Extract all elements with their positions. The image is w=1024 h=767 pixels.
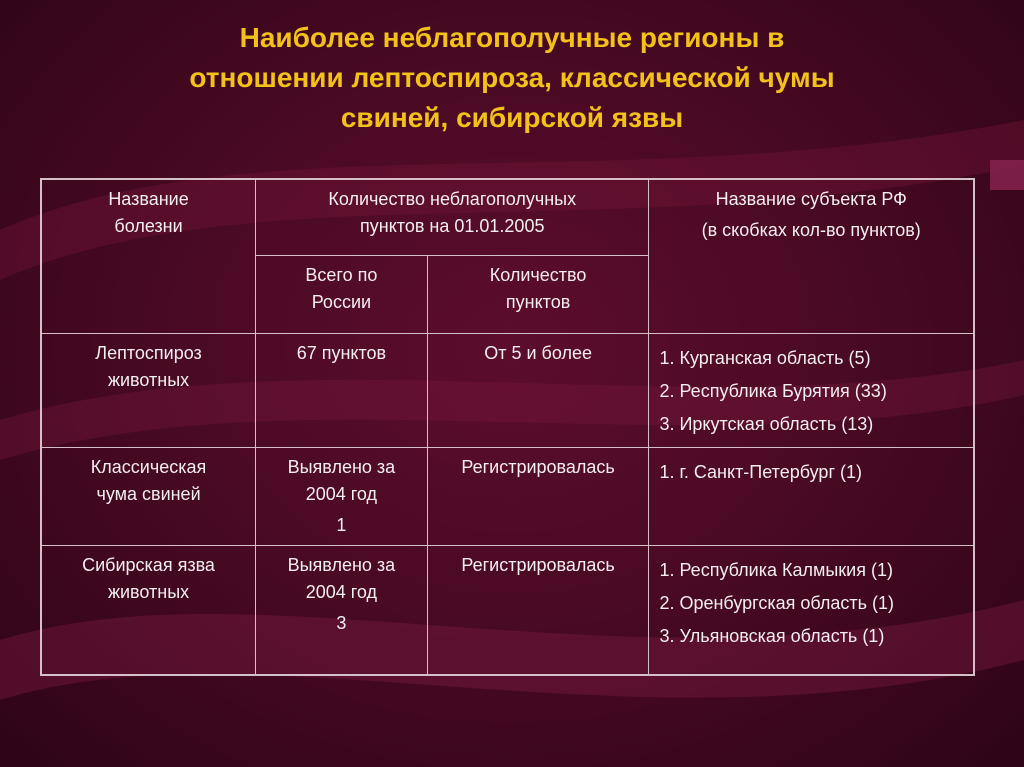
header-text: Название субъекта РФ [715, 189, 907, 209]
page-title [0, 18, 1024, 138]
cell-text: Выявлено за [287, 554, 396, 575]
cell-text: Сибирская язва [82, 554, 215, 575]
cell-text: Лептоспироз [95, 342, 202, 363]
table-row [41, 333, 974, 447]
cell-disease [41, 447, 256, 545]
list-item: 1. г. Санкт-Петербург (1) [659, 461, 863, 482]
header-text: (в скобках кол-во пунктов) [701, 220, 921, 240]
list-item: 3. Иркутская область (13) [659, 413, 874, 434]
cell-text: Регистрировалась [461, 456, 615, 477]
header-text: Количество неблагополучных [328, 189, 577, 209]
header-disease [41, 179, 256, 333]
cell-points [427, 447, 649, 545]
cell-points [427, 545, 649, 675]
list-item: 1. Курганская область (5) [659, 347, 871, 368]
title-line-3: свиней, сибирской язвы [340, 102, 684, 133]
cell-text: чума свиней [96, 483, 201, 504]
cell-total [256, 545, 428, 675]
title-line-1: Наиболее неблагополучные регионы в [239, 22, 785, 53]
cell-text: животных [107, 581, 190, 602]
header-row [41, 179, 974, 255]
cell-points [427, 333, 649, 447]
header-text: Количество [489, 264, 587, 285]
cell-text: Классическая [90, 456, 207, 477]
cell-text: Выявлено за [287, 456, 396, 477]
list-item: 2. Оренбургская область (1) [659, 592, 894, 613]
header-text: болезни [114, 216, 183, 236]
cell-text: животных [107, 369, 190, 390]
header-text: Всего по [305, 264, 378, 285]
cell-subjects [649, 545, 974, 675]
cell-text: 2004 год [305, 483, 378, 504]
cell-text: 2004 год [305, 581, 378, 602]
title-line-2: отношении лептоспироза, классической чумы [189, 62, 835, 93]
header-subject [649, 179, 974, 333]
cell-text: 3 [336, 612, 347, 633]
regions-table [40, 178, 975, 676]
header-text: пунктов [505, 291, 571, 312]
table-row [41, 545, 974, 675]
header-text: России [311, 291, 372, 312]
list-item: 2. Республика Бурятия (33) [659, 380, 887, 401]
cell-disease [41, 545, 256, 675]
table-row [41, 447, 974, 545]
cell-total [256, 447, 428, 545]
header-count-group [256, 179, 649, 255]
header-text: Название [108, 189, 189, 209]
cell-text: От 5 и более [484, 342, 592, 363]
cell-total [256, 333, 428, 447]
list-item: 3. Ульяновская область (1) [659, 625, 885, 646]
cell-text: Регистрировалась [461, 554, 615, 575]
cell-text: 1 [336, 514, 347, 535]
header-total-russia [256, 255, 428, 333]
header-text: пунктов на 01.01.2005 [360, 216, 545, 236]
header-points-count [427, 255, 649, 333]
cell-text: 67 пунктов [296, 342, 387, 363]
cell-subjects [649, 333, 974, 447]
cell-subjects [649, 447, 974, 545]
list-item: 1. Республика Калмыкия (1) [659, 559, 893, 580]
cell-disease [41, 333, 256, 447]
